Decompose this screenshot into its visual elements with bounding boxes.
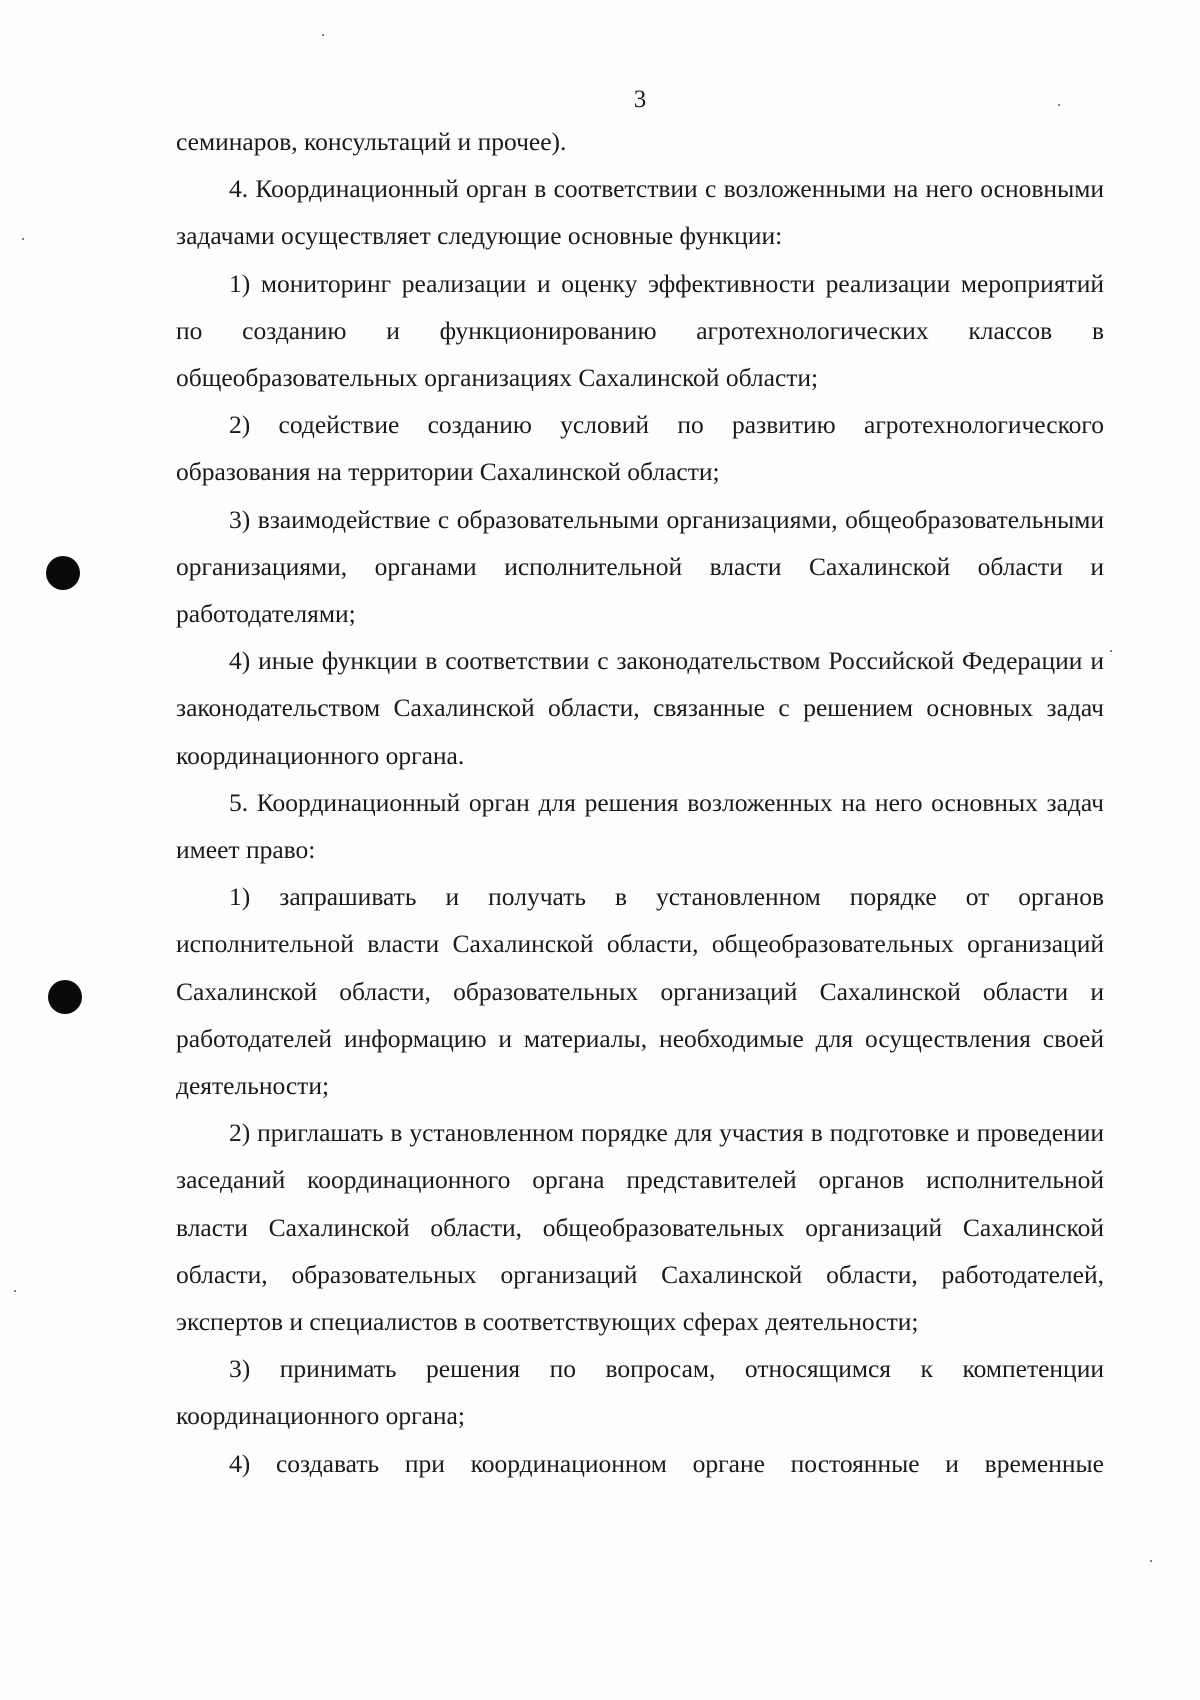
scan-speck xyxy=(1110,650,1112,652)
paragraph: 2) содействие созданию условий по развитию агротехнологического образования на территории Сахалинской области; xyxy=(176,410,1104,487)
paragraph: 4. Координационный орган в соответствии с возложенными на него основными задачами осуществляет следующие основные функции: xyxy=(176,174,1104,251)
punch-hole-mark xyxy=(46,556,80,590)
paragraph: 4) иные функции в соответствии с законодательством Российской Федерации и законодательством Сахалинской области, связанные с решением основных задач координационного органа. xyxy=(176,646,1104,770)
scan-speck xyxy=(1150,1560,1152,1562)
document-body xyxy=(176,118,1104,1487)
paragraph: 4) создавать при координационном органе постоянные и временные xyxy=(229,1448,1104,1478)
scan-speck xyxy=(322,34,324,36)
paragraph: 1) запрашивать и получать в установленном порядке от органов исполнительной власти Сахалинской области, общеобразовательных организаций Сахалинской области, образовательных организаций Сахалинской области и работодателей информацию и материалы, необходимые для осуществления своей деятельности; xyxy=(176,882,1104,1101)
paragraph: 5. Координационный орган для решения возложенных на него основных задач имеет право: xyxy=(176,787,1104,865)
paragraph: семинаров, консультаций и прочее). xyxy=(176,127,567,156)
page-number: 3 xyxy=(633,86,647,113)
paragraph: 2) приглашать в установленном порядке для участия в подготовке и проведении заседаний координационного органа представителей органов исполнительной власти Сахалинской области, общеобразовательных организаций Сахалинской области, образовательных организаций Сахалинской области, работодателей, экспертов и специалистов в соответствующих сферах деятельности; xyxy=(176,1118,1104,1337)
paragraph: 3) взаимодействие с образовательными организациями, общеобразовательными организациями, органами исполнительной власти Сахалинской области и работодателями; xyxy=(176,504,1104,629)
scan-speck xyxy=(22,238,24,240)
scan-speck xyxy=(14,1290,16,1292)
paragraph: 3) принимать решения по вопросам, относящимся к компетенции координационного органа; xyxy=(176,1354,1104,1431)
paragraph: 1) мониторинг реализации и оценку эффективности реализации мероприятий по созданию и функционированию агротехнологических классов в общеобразовательных организациях Сахалинской области; xyxy=(176,268,1104,393)
punch-hole-mark xyxy=(48,980,82,1014)
